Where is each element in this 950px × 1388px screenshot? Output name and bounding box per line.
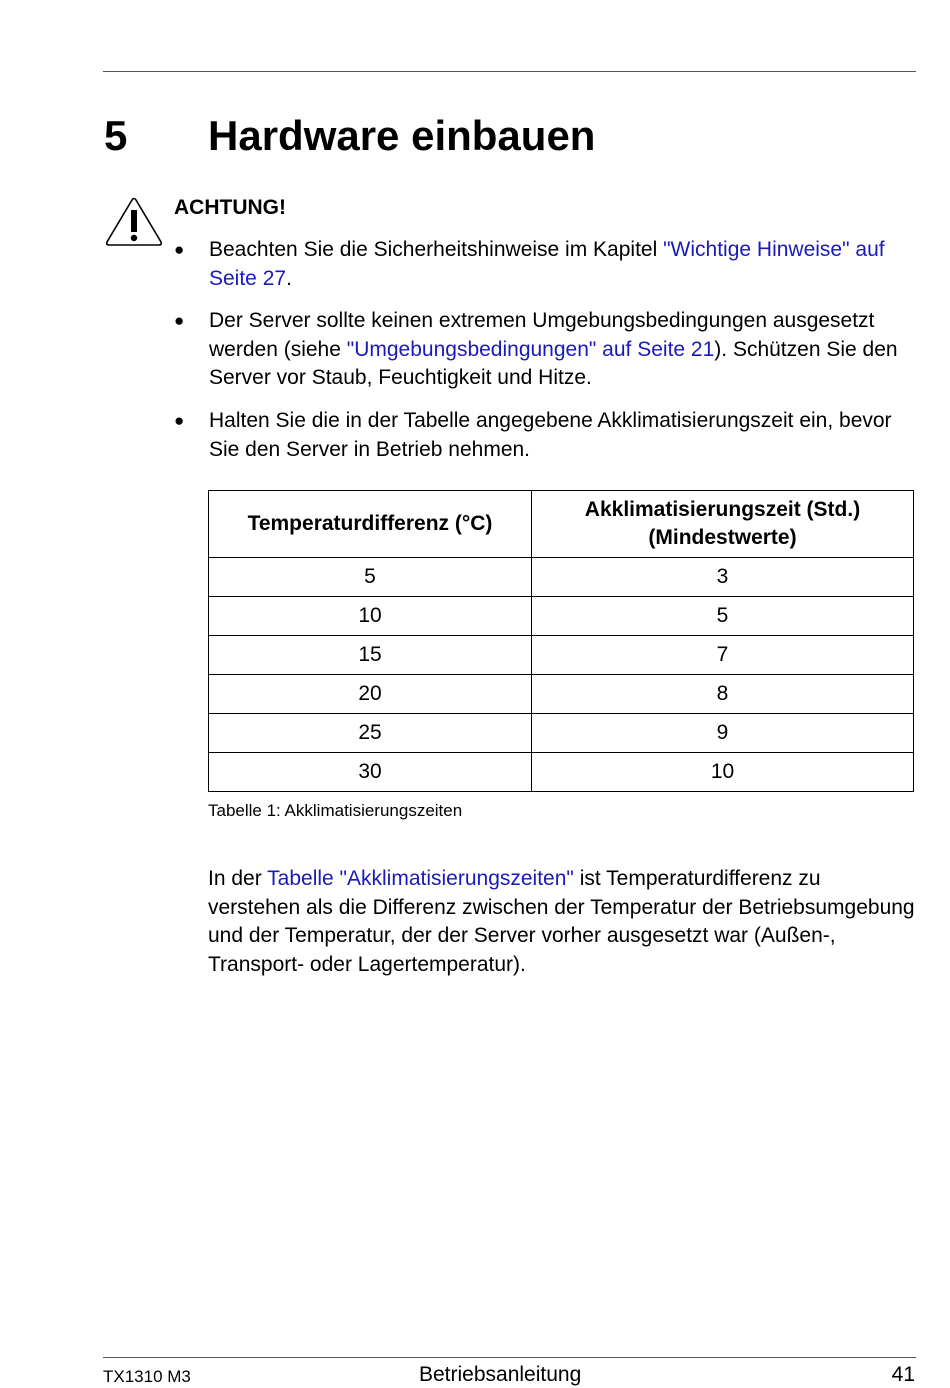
acclimatization-table: [208, 490, 914, 792]
table-cell: 30: [209, 753, 532, 792]
warning-title: ACHTUNG!: [174, 196, 286, 219]
bullet-text: Halten Sie die in der Tabelle angegebene Akklimatisierungszeit ein, bevor Sie den Server in Betrieb nehmen.: [209, 409, 892, 461]
link-tabelle-akklimatisierungszeiten[interactable]: Tabelle "Akklimatisierungszeiten": [267, 867, 574, 890]
table-row: [209, 714, 914, 753]
table-row: [209, 675, 914, 714]
footer-title: Betriebsanleitung: [419, 1363, 582, 1386]
table-row: [209, 597, 914, 636]
bullet-text: Der Server sollte keinen extremen Umgebungsbedingungen ausgesetzt werden (siehe: [209, 309, 875, 361]
link-umgebungsbedingungen[interactable]: "Umgebungsbedingungen" auf Seite 21: [346, 337, 715, 361]
table-cell: 20: [209, 675, 532, 714]
table-cell: 5: [209, 558, 532, 597]
table-caption: Tabelle 1: Akklimatisierungszeiten: [208, 801, 463, 820]
table-cell: 10: [532, 753, 914, 792]
table-cell: 5: [532, 597, 914, 636]
body-paragraph: [208, 865, 918, 980]
chapter-title: Hardware einbauen: [208, 112, 596, 159]
table-row: [209, 753, 914, 792]
footer-model: TX1310 M3: [103, 1367, 191, 1386]
bullet-text: ). Schützen Sie den Server vor Staub, Feuchtigkeit und Hitze.: [209, 337, 898, 390]
paragraph-text: ist Temperaturdifferenz zu verstehen als die Differenz zwischen der Temperatur der Betriebsumgebung und der Temperatur, der der Server vorher ausgesetzt war (Außen-, Transport- oder Lagertemperatur).: [208, 867, 915, 977]
footer-rule: [103, 1357, 916, 1358]
table-cell: 15: [209, 636, 532, 675]
link-wichtige-hinweise[interactable]: "Wichtige Hinweise" auf Seite 27: [209, 238, 885, 290]
warning-triangle-icon: [103, 197, 165, 251]
table-header-row: [209, 491, 914, 558]
bullet-text: Beachten Sie die Sicherheitshinweise im Kapitel: [209, 238, 664, 261]
bullet-icon: ●: [174, 411, 185, 430]
table-cell: 7: [532, 636, 914, 675]
table-cell: 3: [532, 558, 914, 597]
page-number: 41: [891, 1363, 915, 1386]
table-cell: 9: [532, 714, 914, 753]
bullet-icon: ●: [174, 240, 185, 259]
chapter-heading: [104, 108, 595, 164]
table-cell: 25: [209, 714, 532, 753]
bullet-text: .: [286, 266, 292, 290]
header-acclimatization: Akklimatisierungszeit (Std.)(Mindestwerte): [532, 491, 914, 558]
table-row: [209, 636, 914, 675]
table-cell: 10: [209, 597, 532, 636]
header-rule: [103, 71, 916, 72]
paragraph-text: In der: [208, 867, 268, 890]
chapter-number: 5: [104, 112, 128, 159]
table-row: [209, 558, 914, 597]
table-cell: 8: [532, 675, 914, 714]
bullet-icon: ●: [174, 311, 185, 330]
header-temperature: Temperaturdifferenz (°C): [209, 491, 532, 558]
